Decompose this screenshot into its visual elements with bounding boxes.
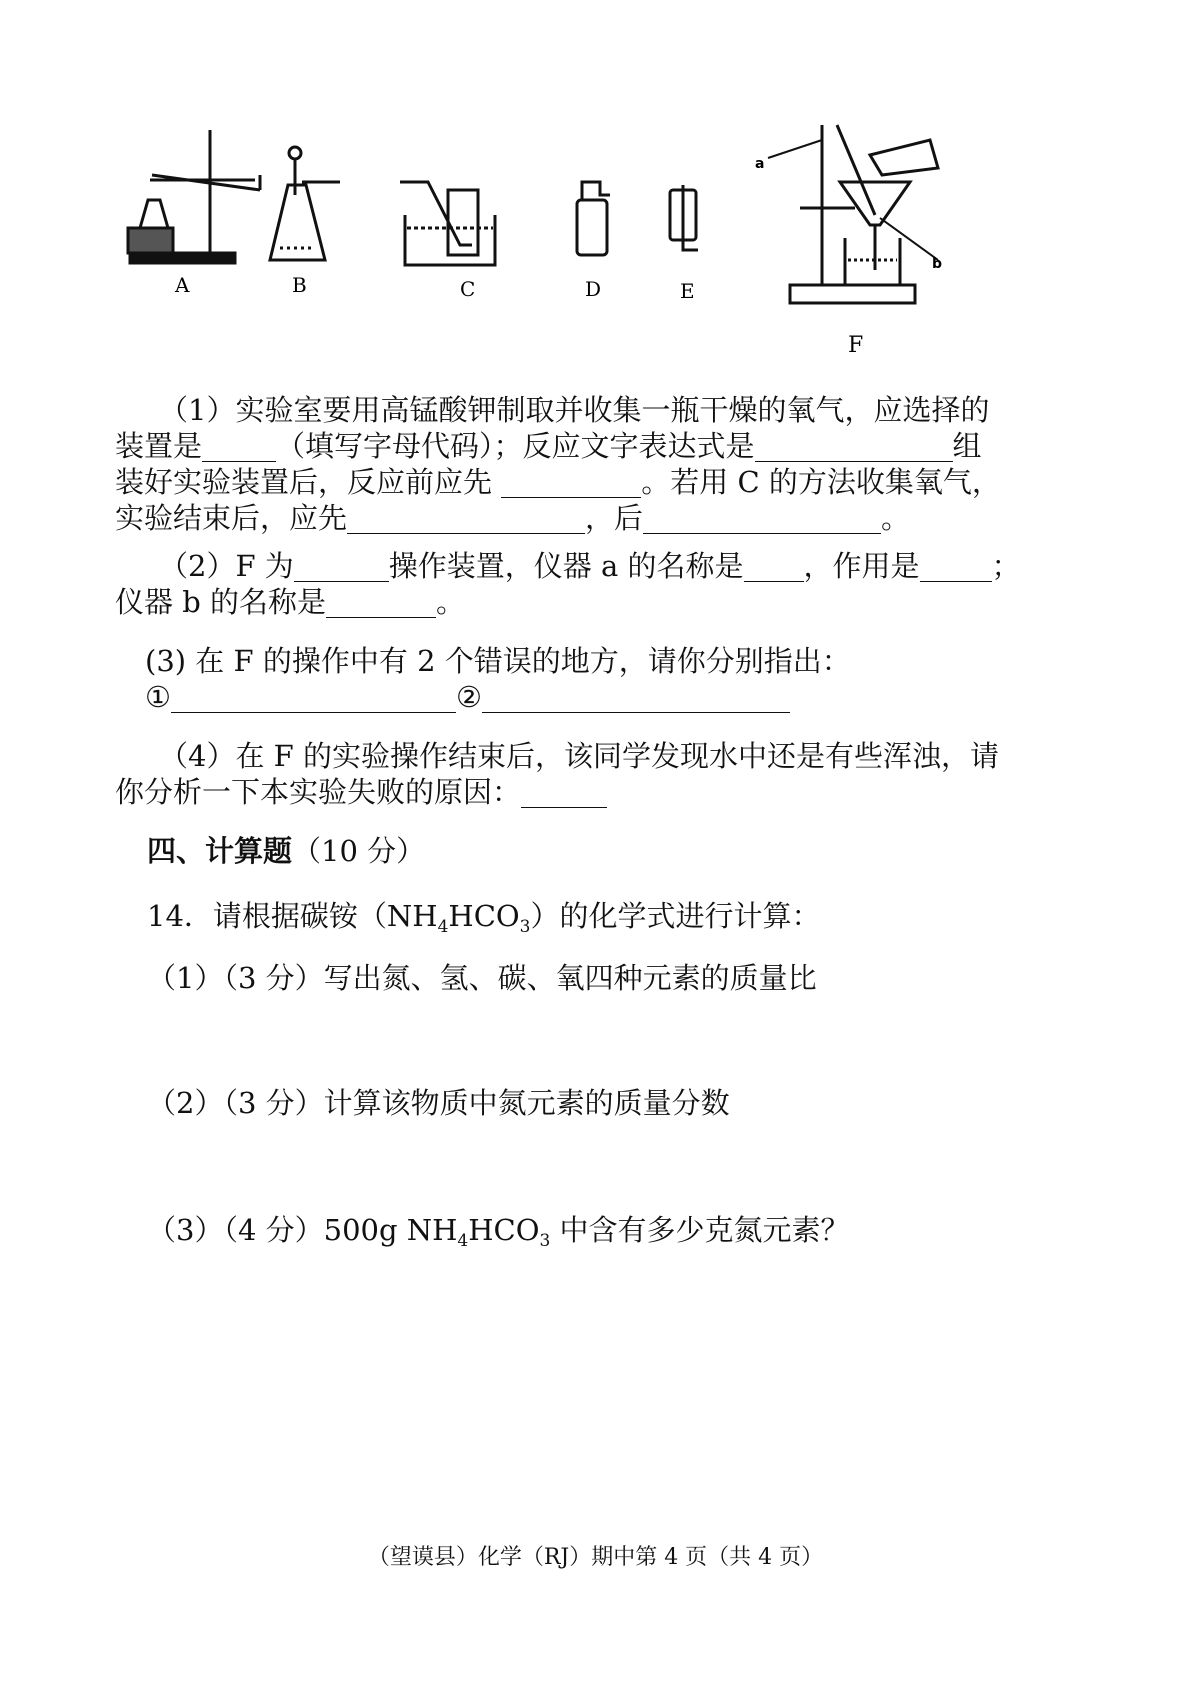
answer-blank[interactable] xyxy=(294,555,389,582)
apparatus-f xyxy=(768,125,938,303)
pointer-a-label: a xyxy=(755,156,765,172)
answer-blank[interactable] xyxy=(643,507,881,534)
q2-line2: 仪器 b 的名称是 。 xyxy=(115,585,466,619)
section-points: （10 分） xyxy=(292,834,426,868)
apparatus-c xyxy=(400,182,495,265)
page-footer: （望谟县）化学（RJ）期中第 4 页（共 4 页） xyxy=(367,1545,824,1570)
apparatus-d xyxy=(577,182,610,255)
section-heading xyxy=(115,833,1107,869)
question-4 xyxy=(115,738,1075,810)
apparatus-drawing xyxy=(110,120,1110,380)
q1-line2: 装置是 （填写字母代码）；反应文字表达式是 组 xyxy=(115,429,982,463)
answer-blank[interactable] xyxy=(755,435,953,462)
q3-line1: (3) 在 F 的操作中有 2 个错误的地方，请你分别指出： xyxy=(145,644,851,678)
apparatus-figure xyxy=(110,120,1110,380)
question-1 xyxy=(115,392,1075,536)
question-3 xyxy=(115,643,1075,715)
q3-line2: ① ② xyxy=(115,679,1075,715)
label-d: D xyxy=(585,277,602,301)
q1-line3: 装好实验装置后，反应前应先 。若用 C 的方法收集氧气， xyxy=(115,465,1001,499)
section-title: 四、计算题 xyxy=(147,834,293,868)
answer-blank[interactable] xyxy=(521,781,607,808)
answer-blank[interactable] xyxy=(482,686,790,713)
apparatus-a xyxy=(128,130,260,263)
question-14-stem: 14．请根据碳铵$(NH_4HCO_3)$的化学式进行计算： xyxy=(147,899,821,937)
label-f: F xyxy=(848,333,864,358)
q1-line1: （1）实验室要用高锰酸钾制取并收集一瓶干燥的氧气，应选择的 xyxy=(159,393,990,427)
answer-blank[interactable] xyxy=(920,555,992,582)
q4-line1: （4）在 F 的实验操作结束后，该同学发现水中还是有些浑浊，请 xyxy=(159,739,1000,773)
question-14-part-2: （2）（3 分）计算该物质中氮元素的质量分数 xyxy=(147,1086,730,1120)
answer-blank[interactable] xyxy=(347,507,585,534)
label-b: B xyxy=(292,273,307,297)
answer-blank[interactable] xyxy=(202,435,276,462)
answer-blank[interactable] xyxy=(171,686,456,713)
apparatus-b xyxy=(270,147,340,260)
q4-line2: 你分析一下本实验失败的原因： xyxy=(115,774,1075,810)
question-14-part-3: （3）（4 分）500g $NH_4HCO_3$ 中含有多少克氮元素？ xyxy=(147,1213,850,1251)
pointer-b-label: b xyxy=(932,256,943,272)
answer-blank[interactable] xyxy=(326,591,436,618)
answer-blank[interactable] xyxy=(501,471,641,498)
q1-line4: 实验结束后，应先 ，后 。 xyxy=(115,501,911,535)
apparatus-e xyxy=(670,185,698,250)
answer-blank[interactable] xyxy=(744,555,804,582)
question-14-part-1: （1）（3 分）写出氮、氢、碳、氧四种元素的质量比 xyxy=(147,961,817,995)
label-c: C xyxy=(460,277,476,301)
label-e: E xyxy=(680,279,695,303)
label-a: A xyxy=(175,273,190,297)
question-2 xyxy=(115,548,1075,620)
q2-line1: （2）F 为 操作装置，仪器 a 的名称是 ，作用是 ； xyxy=(159,549,1021,583)
